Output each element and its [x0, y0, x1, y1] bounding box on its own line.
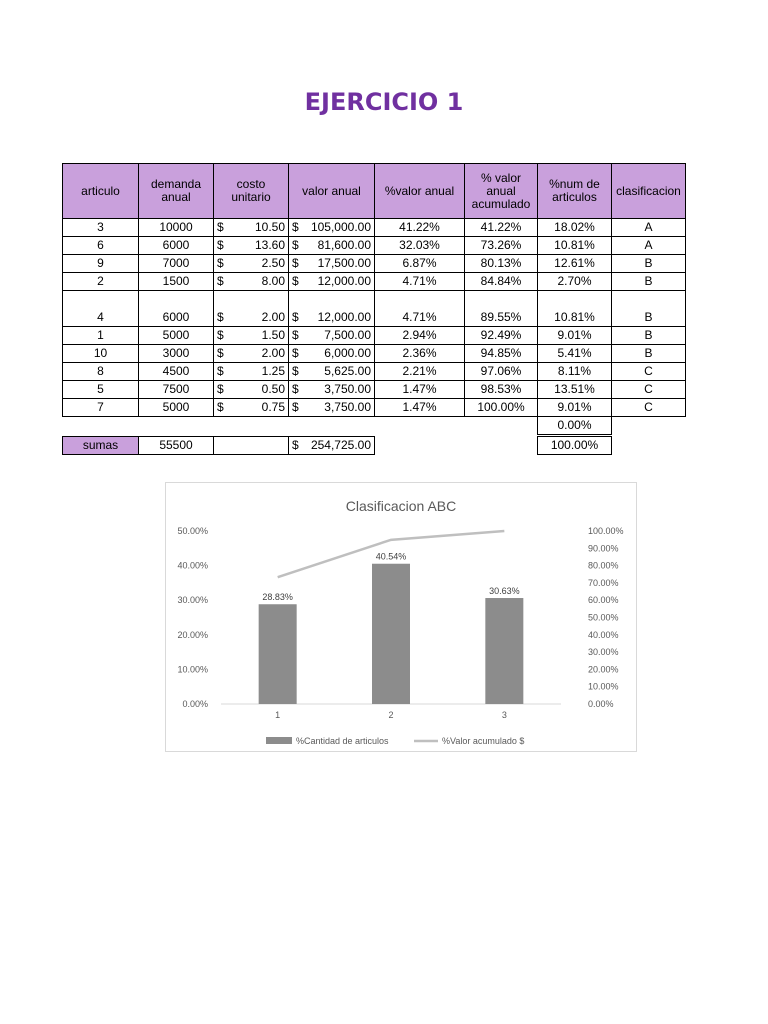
cell-demanda: 6000 [139, 237, 214, 255]
abc-chart [165, 482, 637, 752]
cell-clasificacion: B [612, 327, 686, 345]
table-row [63, 327, 686, 345]
cell-pct-num-extra: 0.00% [538, 417, 612, 435]
currency-cell [289, 237, 375, 255]
currency-symbol: $ [292, 346, 299, 360]
currency-symbol: $ [217, 328, 224, 342]
sums-row [63, 437, 686, 455]
currency-cell [214, 363, 289, 381]
bar [372, 564, 410, 704]
y-left-tick-label: 20.00% [177, 629, 208, 640]
y-right-tick-label: 0.00% [588, 699, 614, 709]
currency-symbol: $ [292, 382, 299, 396]
cell-pct-num: 10.81% [538, 291, 612, 327]
cell-clasificacion: B [612, 291, 686, 327]
currency-symbol: $ [292, 256, 299, 270]
currency-amount: 1.25 [261, 364, 285, 378]
y-left-tick-label: 0.00% [182, 699, 208, 709]
currency-cell [289, 291, 375, 327]
table-row [63, 399, 686, 417]
currency-cell [214, 237, 289, 255]
cell-pct-valor: 41.22% [375, 219, 465, 237]
currency-amount: 2.00 [261, 346, 285, 360]
y-right-tick-label: 20.00% [588, 664, 619, 675]
currency-amount: 0.50 [261, 382, 285, 396]
x-tick-label: 2 [388, 710, 394, 720]
bar [259, 604, 297, 704]
table-row [63, 363, 686, 381]
cell-clasificacion: B [612, 345, 686, 363]
cell-pct-valor: 2.21% [375, 363, 465, 381]
bar [485, 598, 523, 704]
header-pct-num: %num de articulos [538, 164, 612, 219]
header-clasificacion: clasificacion [612, 164, 686, 219]
currency-amount: 6,000.00 [324, 346, 371, 360]
y-right-tick-label: 70.00% [588, 577, 619, 588]
currency-amount: 13.60 [254, 238, 285, 252]
cell-pct-acum: 97.06% [465, 363, 538, 381]
currency-symbol: $ [292, 438, 299, 452]
currency-cell [289, 219, 375, 237]
cell-pct-num: 8.11% [538, 363, 612, 381]
currency-amount: 81,600.00 [317, 238, 371, 252]
currency-symbol: $ [217, 364, 224, 378]
cell-pct-num: 10.81% [538, 237, 612, 255]
y-right-tick-label: 50.00% [588, 612, 619, 623]
currency-amount: 10.50 [254, 220, 285, 234]
abc-table [62, 163, 686, 455]
cell-demanda: 1500 [139, 273, 214, 291]
cell-articulo: 2 [63, 273, 139, 291]
currency-cell [214, 219, 289, 237]
currency-symbol: $ [217, 382, 224, 396]
currency-symbol: $ [292, 220, 299, 234]
legend-bar-swatch [266, 737, 292, 744]
y-right-tick-label: 80.00% [588, 560, 619, 571]
table-row [63, 237, 686, 255]
y-right-tick-label: 30.00% [588, 647, 619, 658]
table-header-row [63, 164, 686, 219]
header-pct-acum: % valor anual acumulado [465, 164, 538, 219]
empty-cell [375, 437, 465, 455]
currency-cell [214, 381, 289, 399]
cell-clasificacion: C [612, 363, 686, 381]
cell-articulo: 3 [63, 219, 139, 237]
currency-amount: 17,500.00 [317, 256, 371, 270]
cell-articulo: 7 [63, 399, 139, 417]
table-row [63, 219, 686, 237]
cell-demanda: 5000 [139, 399, 214, 417]
cell-pct-valor: 1.47% [375, 399, 465, 417]
page-title: EJERCICIO 1 [304, 88, 464, 116]
cell-pct-acum: 92.49% [465, 327, 538, 345]
header-articulo: articulo [63, 164, 139, 219]
empty-cell [375, 417, 465, 435]
currency-symbol: $ [292, 400, 299, 414]
cell-pct-num: 9.01% [538, 327, 612, 345]
currency-cell [214, 255, 289, 273]
cell-articulo: 10 [63, 345, 139, 363]
cell-demanda: 4500 [139, 363, 214, 381]
currency-cell [214, 345, 289, 363]
currency-cell [214, 273, 289, 291]
table-row [63, 273, 686, 291]
y-left-tick-label: 10.00% [177, 664, 208, 675]
cell-pct-acum: 84.84% [465, 273, 538, 291]
currency-symbol: $ [292, 238, 299, 252]
y-right-tick-label: 60.00% [588, 595, 619, 606]
currency-amount: 3,750.00 [324, 400, 371, 414]
currency-amount: 12,000.00 [317, 274, 371, 288]
currency-cell [289, 381, 375, 399]
x-tick-label: 3 [501, 710, 507, 720]
table-row-extra [63, 417, 686, 435]
bar-data-label: 28.83% [262, 592, 293, 603]
cell-articulo: 4 [63, 291, 139, 327]
cell-pct-valor: 4.71% [375, 291, 465, 327]
empty-cell [63, 417, 139, 435]
currency-cell [289, 327, 375, 345]
empty-cell [214, 417, 289, 435]
currency-symbol: $ [217, 346, 224, 360]
currency-amount: 8.00 [261, 274, 285, 288]
currency-cell [214, 327, 289, 345]
cell-clasificacion: A [612, 237, 686, 255]
currency-symbol: $ [217, 400, 224, 414]
y-left-tick-label: 50.00% [177, 526, 208, 536]
sums-pct-num: 100.00% [538, 437, 612, 455]
currency-symbol: $ [292, 364, 299, 378]
empty-cell [465, 437, 538, 455]
currency-symbol: $ [217, 256, 224, 270]
bar-data-label: 40.54% [375, 551, 407, 562]
cell-pct-num: 12.61% [538, 255, 612, 273]
currency-symbol: $ [217, 310, 224, 324]
cell-demanda: 10000 [139, 219, 214, 237]
y-left-tick-label: 40.00% [177, 560, 208, 571]
currency-amount: 12,000.00 [317, 310, 371, 324]
cell-clasificacion: B [612, 255, 686, 273]
currency-symbol: $ [217, 274, 224, 288]
currency-amount: 5,625.00 [324, 364, 371, 378]
currency-symbol: $ [217, 238, 224, 252]
y-right-tick-label: 100.00% [588, 526, 624, 536]
cell-articulo: 1 [63, 327, 139, 345]
currency-symbol: $ [217, 220, 224, 234]
currency-cell [289, 273, 375, 291]
currency-cell [289, 255, 375, 273]
table-row [63, 291, 686, 327]
empty-cell [612, 437, 686, 455]
chart-svg [166, 483, 636, 751]
table-row [63, 255, 686, 273]
cell-demanda: 5000 [139, 327, 214, 345]
cell-articulo: 6 [63, 237, 139, 255]
empty-cell [612, 417, 686, 435]
cell-pct-valor: 2.36% [375, 345, 465, 363]
cell-pct-acum: 73.26% [465, 237, 538, 255]
cell-demanda: 3000 [139, 345, 214, 363]
currency-cell [214, 399, 289, 417]
table-row [63, 345, 686, 363]
currency-amount: 105,000.00 [310, 220, 371, 234]
header-costo: costo unitario [214, 164, 289, 219]
cell-articulo: 8 [63, 363, 139, 381]
sums-demanda: 55500 [139, 437, 214, 455]
cell-pct-num: 13.51% [538, 381, 612, 399]
cell-pct-valor: 32.03% [375, 237, 465, 255]
cell-pct-num: 9.01% [538, 399, 612, 417]
cell-clasificacion: B [612, 273, 686, 291]
currency-amount: 3,750.00 [324, 382, 371, 396]
chart-title: Clasificacion ABC [345, 498, 457, 514]
y-right-tick-label: 90.00% [588, 543, 619, 554]
header-demanda: demanda anual [139, 164, 214, 219]
x-tick-label: 1 [275, 710, 281, 720]
currency-cell [214, 291, 289, 327]
cell-articulo: 9 [63, 255, 139, 273]
legend-bar-label: %Cantidad de articulos [296, 736, 389, 746]
currency-cell [289, 345, 375, 363]
currency-amount: 254,725.00 [310, 438, 371, 452]
header-pct-valor: %valor anual [375, 164, 465, 219]
currency-amount: 7,500.00 [324, 328, 371, 342]
cell-pct-valor: 4.71% [375, 273, 465, 291]
currency-amount: 2.50 [261, 256, 285, 270]
y-right-tick-label: 40.00% [588, 629, 619, 640]
cell-pct-acum: 94.85% [465, 345, 538, 363]
currency-symbol: $ [292, 310, 299, 324]
cell-clasificacion: C [612, 381, 686, 399]
cell-pct-valor: 2.94% [375, 327, 465, 345]
y-left-tick-label: 30.00% [177, 595, 208, 606]
empty-cell [289, 417, 375, 435]
sums-label: sumas [63, 437, 139, 455]
empty-cell [465, 417, 538, 435]
cell-demanda: 7000 [139, 255, 214, 273]
cell-articulo: 5 [63, 381, 139, 399]
header-valor: valor anual [289, 164, 375, 219]
cell-demanda: 7500 [139, 381, 214, 399]
currency-symbol: $ [292, 328, 299, 342]
cell-pct-acum: 98.53% [465, 381, 538, 399]
currency-cell [289, 399, 375, 417]
cell-pct-acum: 89.55% [465, 291, 538, 327]
sums-empty [214, 437, 289, 455]
cell-pct-valor: 1.47% [375, 381, 465, 399]
cell-pct-num: 18.02% [538, 219, 612, 237]
currency-amount: 1.50 [261, 328, 285, 342]
cell-pct-acum: 100.00% [465, 399, 538, 417]
bar-data-label: 30.63% [489, 586, 520, 597]
cell-pct-acum: 41.22% [465, 219, 538, 237]
cell-pct-acum: 80.13% [465, 255, 538, 273]
table-row [63, 381, 686, 399]
currency-cell [289, 437, 375, 455]
cell-clasificacion: C [612, 399, 686, 417]
currency-symbol: $ [292, 274, 299, 288]
cell-demanda: 6000 [139, 291, 214, 327]
legend-line-label: %Valor acumulado $ [442, 736, 525, 746]
currency-amount: 0.75 [261, 400, 285, 414]
cell-pct-valor: 6.87% [375, 255, 465, 273]
empty-cell [139, 417, 214, 435]
currency-amount: 2.00 [261, 310, 285, 324]
currency-cell [289, 363, 375, 381]
cell-clasificacion: A [612, 219, 686, 237]
y-right-tick-label: 10.00% [588, 681, 619, 692]
cell-pct-num: 5.41% [538, 345, 612, 363]
cell-pct-num: 2.70% [538, 273, 612, 291]
